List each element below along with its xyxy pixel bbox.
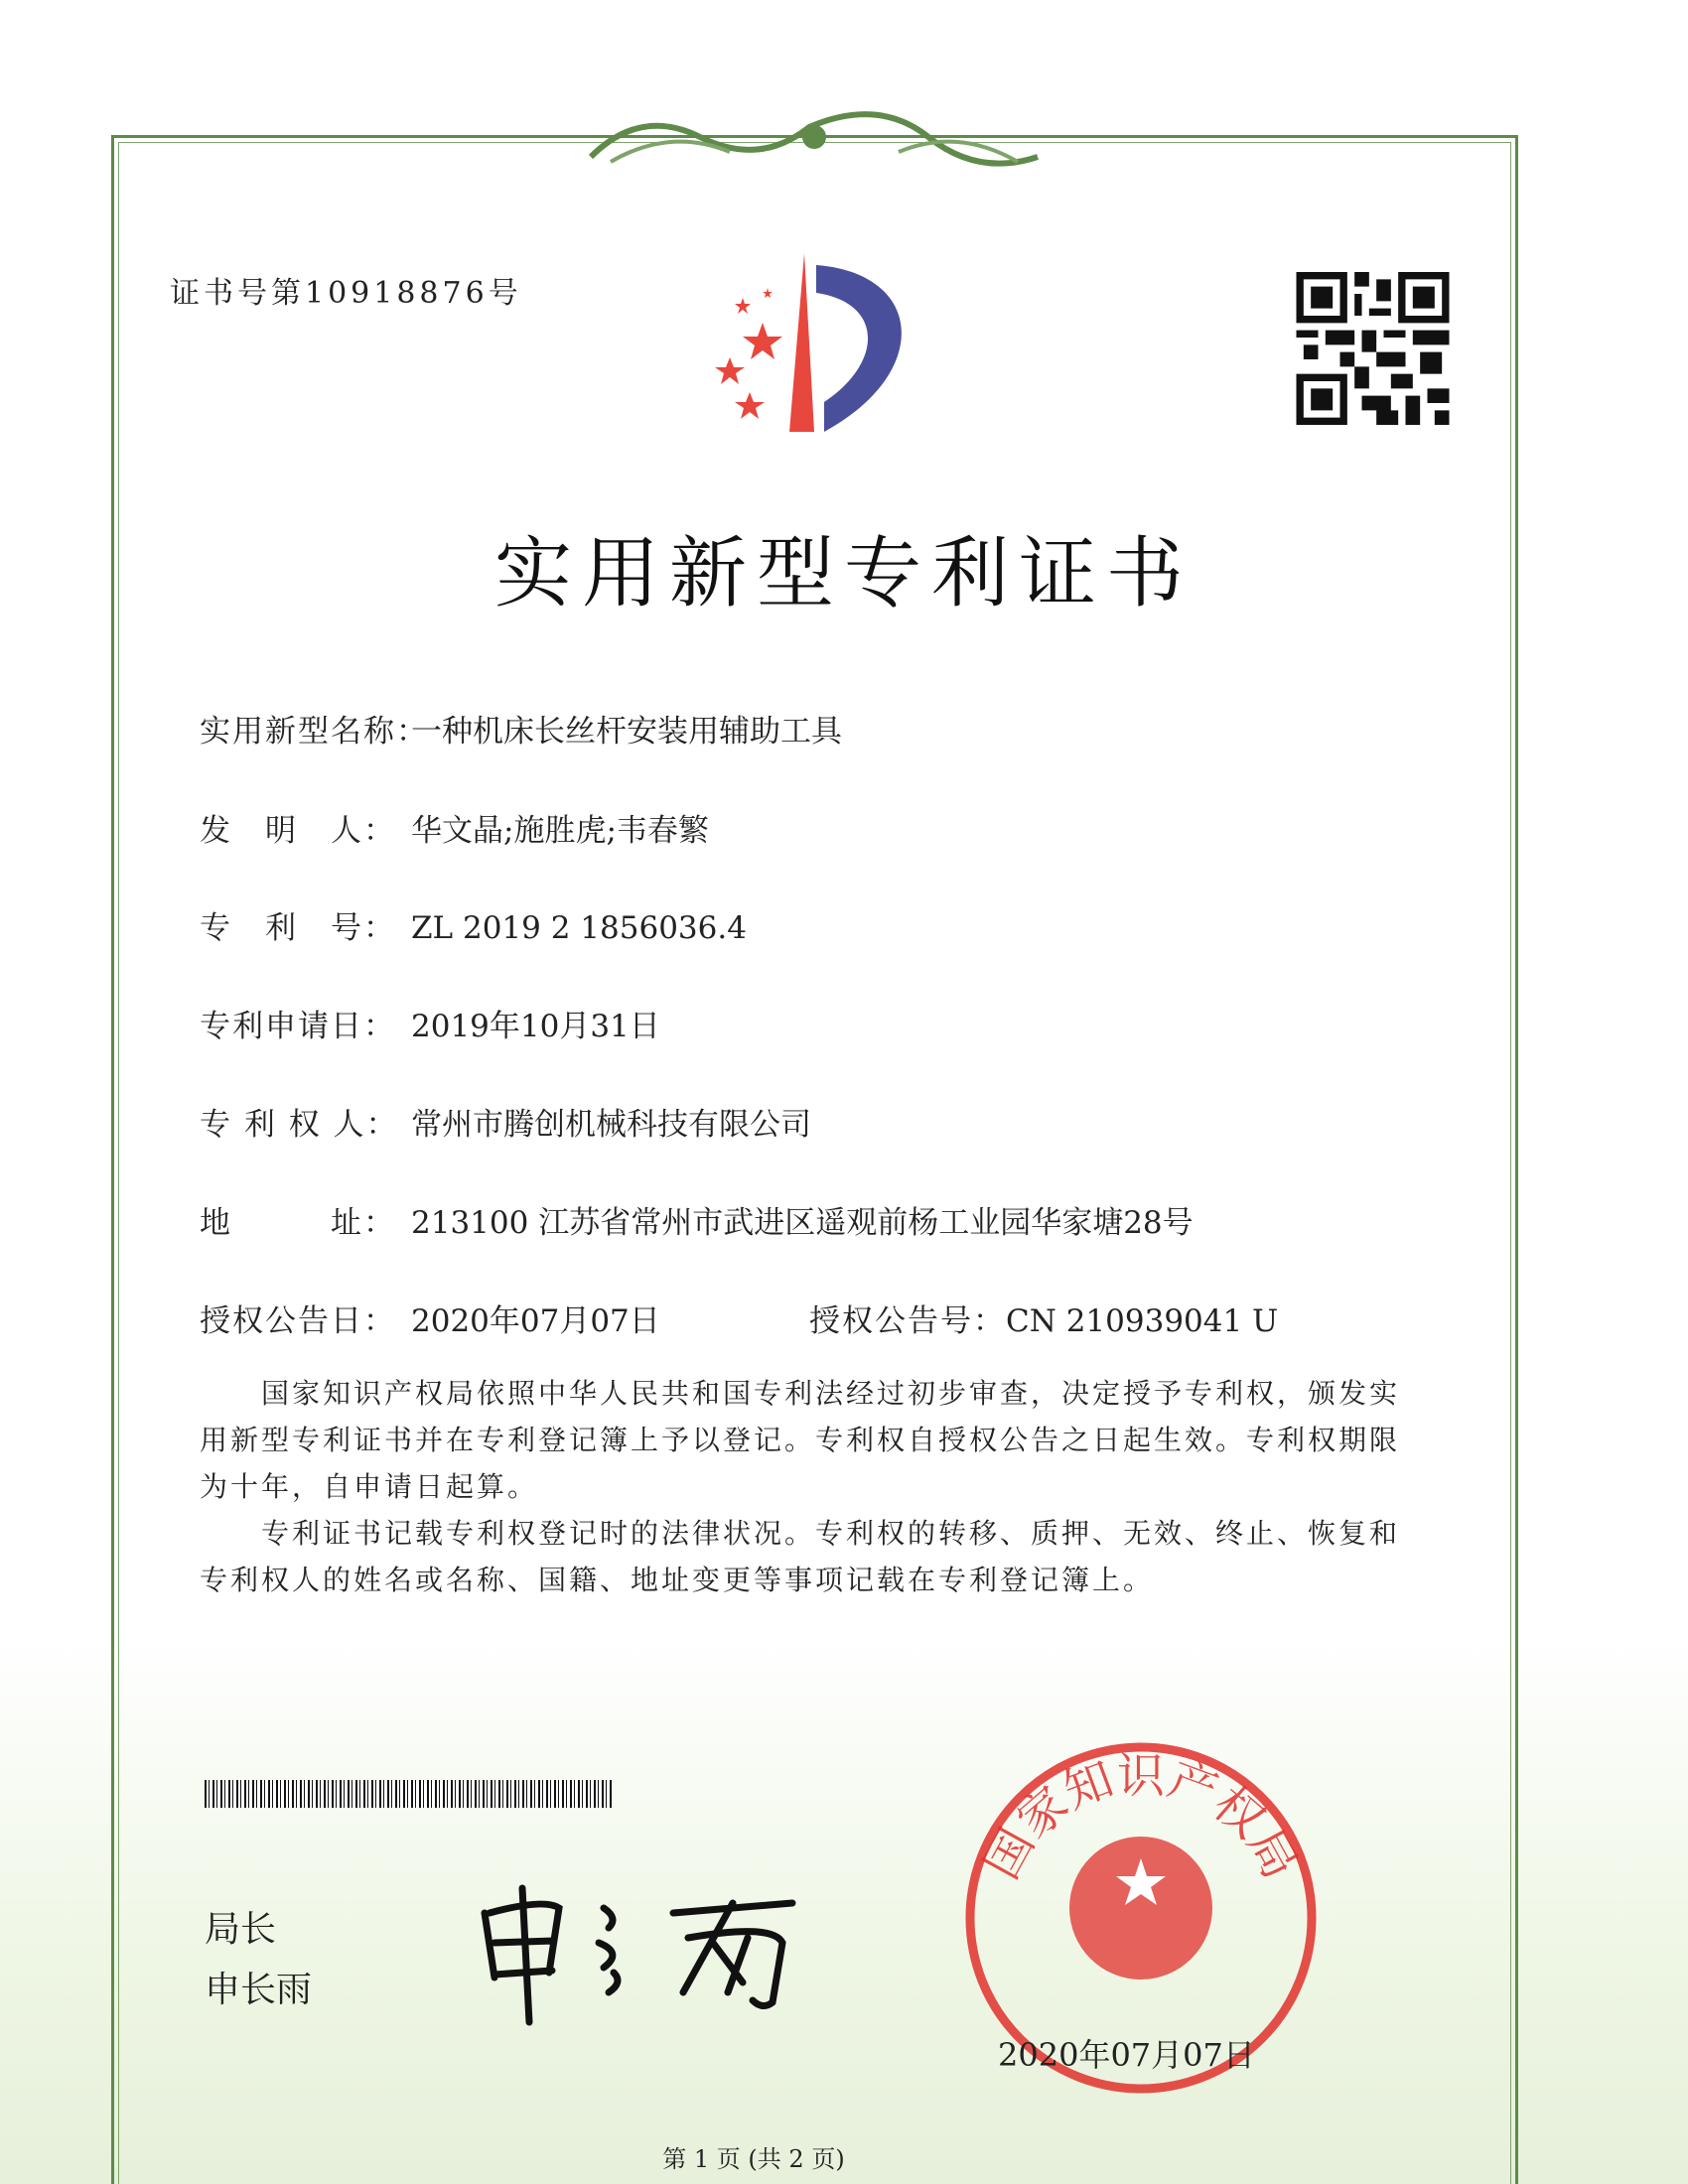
field-label: 地 址： — [200, 1205, 396, 1241]
field-label: 专利申请日： — [200, 1009, 396, 1044]
cnipa-logo — [695, 253, 933, 437]
field-filing-date — [200, 1001, 660, 1045]
field-label: 专 利 号： — [200, 910, 396, 946]
field-address — [200, 1197, 1194, 1242]
qr-code — [1295, 272, 1451, 425]
field-patentee — [200, 1099, 811, 1144]
field-patent-number — [200, 902, 747, 947]
field-grant-date — [200, 1296, 660, 1340]
page-footer: 第 1 页 (共 2 页) — [662, 2145, 845, 2173]
field-inventors — [200, 805, 709, 850]
certificate-title: 实用新型专利证书 — [493, 529, 1194, 618]
seal-date: 2020年07月07日 — [998, 2036, 1255, 2074]
field-value: CN 210939041 U — [1006, 1303, 1279, 1339]
handwritten-signature — [475, 1883, 812, 2027]
field-value: 213100 江苏省常州市武进区遥观前杨工业园华家塘28号 — [411, 1205, 1194, 1241]
certificate-number: 证书号第10918876号 — [170, 276, 522, 311]
field-value: 一种机床长丝杆安装用辅助工具 — [411, 714, 842, 750]
field-label: 授权公告日： — [200, 1303, 396, 1339]
ornament-top — [581, 97, 1048, 177]
barcode — [205, 1780, 612, 1808]
field-label: 发 明 人： — [200, 813, 396, 849]
legal-text — [200, 1370, 1421, 1603]
field-name — [200, 706, 842, 751]
paragraph: 国家知识产权局依照中华人民共和国专利法经过初步审查，决定授予专利权，颁发实用新型专利证书并在专利登记簿上予以登记。专利权自授权公告之日起生效。专利权期限为十年，自申请日起算。 — [200, 1377, 1401, 1503]
field-value: 2020年07月07日 — [411, 1303, 660, 1339]
signatory-name: 申长雨 — [205, 1970, 313, 2010]
paragraph: 专利证书记载专利权登记时的法律状况。专利权的转移、质押、无效、终止、恢复和专利权人的姓名或名称、国籍、地址变更等事项记载在专利登记簿上。 — [200, 1517, 1401, 1596]
field-grant-pub-number — [809, 1296, 1278, 1340]
field-value: 常州市腾创机械科技有限公司 — [411, 1107, 811, 1143]
seal-text: 国家知识产权局 — [973, 1748, 1309, 1888]
field-label: 专 利 权 人： — [200, 1107, 399, 1143]
field-label: 实用新型名称： — [200, 714, 429, 750]
signatory-title: 局长 — [205, 1909, 277, 1950]
field-value: 华文晶;施胜虎;韦春繁 — [411, 813, 709, 849]
field-value: 2019年10月31日 — [411, 1009, 660, 1044]
field-label: 授权公告号： — [809, 1303, 1006, 1339]
field-value: ZL 2019 2 1856036.4 — [411, 910, 747, 946]
